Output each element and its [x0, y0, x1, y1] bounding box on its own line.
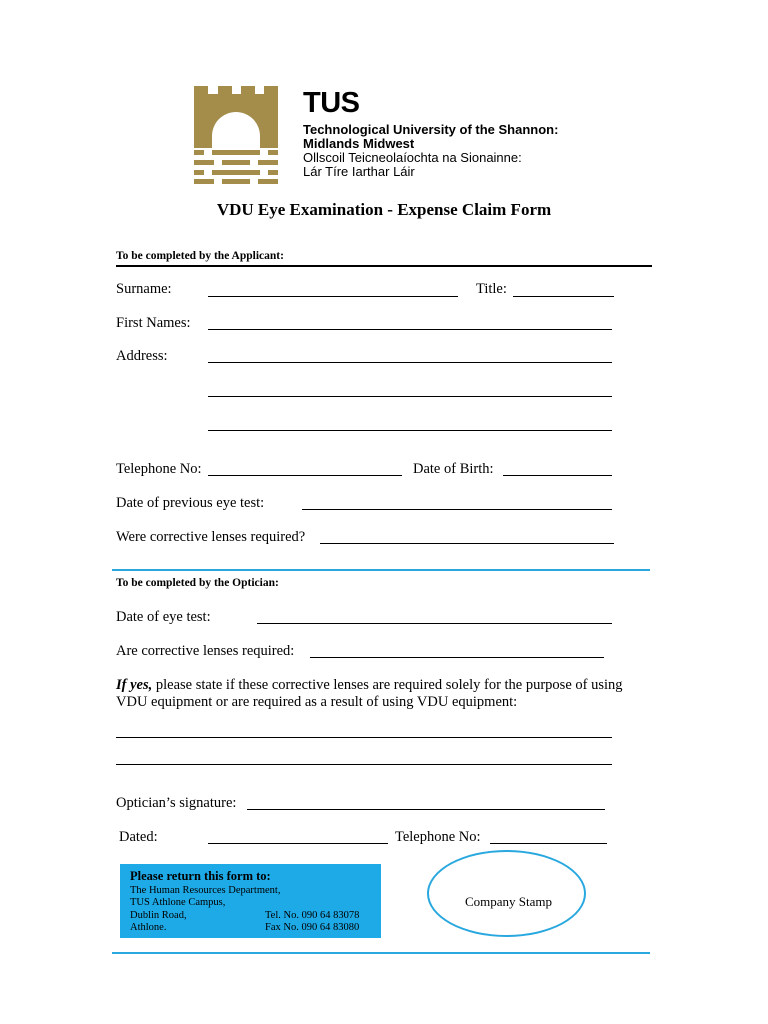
- dated-label: Dated:: [119, 829, 158, 845]
- company-stamp-label: Company Stamp: [464, 894, 553, 909]
- return-address-line-4: Athlone.: [130, 922, 167, 933]
- surname-label: Surname:: [116, 281, 172, 297]
- brand-english-line-1: Technological University of the Shannon:: [303, 122, 559, 137]
- telephone-label: Telephone No:: [116, 461, 202, 477]
- return-address-line-2: TUS Athlone Campus,: [130, 897, 226, 908]
- optician-section-heading: To be completed by the Optician:: [116, 577, 279, 589]
- corrective-lenses-past-label: Were corrective lenses required?: [116, 529, 306, 545]
- lenses-required-label: Are corrective lenses required:: [116, 643, 295, 659]
- purpose-field-line-2[interactable]: [116, 764, 612, 765]
- address-field-line-2[interactable]: [208, 396, 612, 397]
- first-names-label: First Names:: [116, 315, 191, 331]
- surname-field[interactable]: [208, 296, 458, 297]
- brand-name: TUS: [303, 87, 360, 119]
- date-of-eye-test-field[interactable]: [257, 623, 612, 624]
- return-fax: Fax No. 090 64 83080: [265, 922, 360, 933]
- brand-block: [303, 88, 558, 179]
- footer-rule: [112, 952, 650, 954]
- date-of-birth-label: Date of Birth:: [413, 461, 494, 477]
- optician-signature-field[interactable]: [247, 809, 605, 810]
- telephone-field[interactable]: [208, 475, 402, 476]
- return-address-line-1: The Human Resources Department,: [130, 885, 281, 896]
- address-label: Address:: [116, 348, 168, 364]
- date-of-birth-field[interactable]: [503, 475, 612, 476]
- brand-irish-line-1: Ollscoil Teicneolaíochta na Sionainne:: [303, 150, 522, 165]
- date-of-eye-test-label: Date of eye test:: [116, 609, 211, 625]
- optician-telephone-field[interactable]: [490, 843, 607, 844]
- applicant-section-heading: To be completed by the Applicant:: [116, 250, 284, 262]
- previous-eye-test-label: Date of previous eye test:: [116, 495, 265, 511]
- return-box-title: Please return this form to:: [130, 869, 271, 883]
- corrective-lenses-past-field[interactable]: [320, 543, 614, 544]
- return-telephone: Tel. No. 090 64 83078: [265, 910, 360, 921]
- title-field[interactable]: [513, 296, 614, 297]
- section-divider: [112, 569, 650, 571]
- company-stamp-area: [427, 850, 586, 937]
- title-label: Title:: [476, 281, 507, 297]
- brand-irish-line-2: Lár Tíre Iarthar Láir: [303, 164, 415, 179]
- tus-castle-logo-icon: [194, 86, 278, 184]
- if-yes-text: please state if these corrective lenses are required solely for the purpose of using VDU equipment or are required as a result of using VDU equipment:: [116, 677, 623, 710]
- dated-field[interactable]: [208, 843, 388, 844]
- address-field-line-1[interactable]: [208, 362, 612, 363]
- return-address-line-3: Dublin Road,: [130, 910, 187, 921]
- first-names-field[interactable]: [208, 329, 612, 330]
- address-field-line-3[interactable]: [208, 430, 612, 431]
- brand-english-line-2: Midlands Midwest: [303, 136, 415, 151]
- purpose-field-line-1[interactable]: [116, 737, 612, 738]
- if-yes-emphasis: If yes,: [116, 677, 153, 693]
- form-title: VDU Eye Examination - Expense Claim Form: [216, 200, 552, 219]
- applicant-section-rule: [116, 265, 652, 267]
- return-address-box: [120, 864, 381, 938]
- previous-eye-test-field[interactable]: [302, 509, 612, 510]
- if-yes-instructions: [116, 677, 636, 711]
- optician-signature-label: Optician’s signature:: [116, 795, 237, 811]
- lenses-required-field[interactable]: [310, 657, 604, 658]
- optician-telephone-label: Telephone No:: [395, 829, 481, 845]
